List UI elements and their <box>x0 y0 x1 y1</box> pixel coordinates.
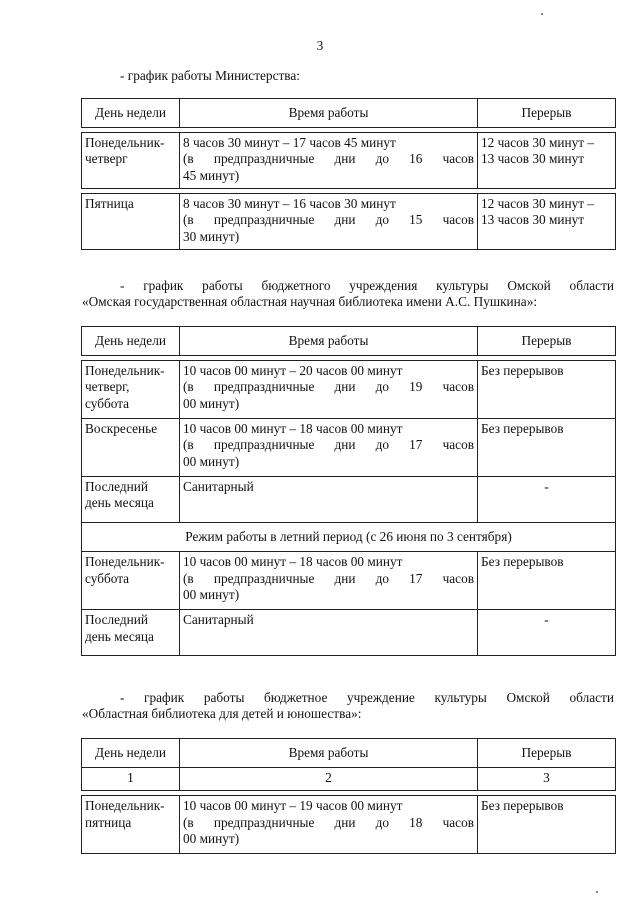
cell-break: - <box>478 610 616 656</box>
table-header-row <box>82 99 616 128</box>
scan-speck-top <box>541 13 543 15</box>
cell-break: 12 часов 30 минут – 13 часов 30 минут <box>478 133 616 189</box>
table-row <box>82 133 616 189</box>
table-row <box>82 419 616 477</box>
table-row <box>82 477 616 523</box>
children-library-schedule-table <box>81 738 616 854</box>
cell-time: 10 часов 00 минут – 18 часов 00 минут (в предпраздничные дни до 17 часов 00 минут) <box>180 552 478 610</box>
section3-intro: - график работы бюджетное учреждение культуры Омской области «Областная библиотека для детей и юношества»: <box>82 690 614 722</box>
header-time: Время работы <box>180 739 478 768</box>
header-break: Перерыв <box>478 99 616 128</box>
header-day: День недели <box>82 99 180 128</box>
header-time: Время работы <box>180 99 478 128</box>
cell-day: Последний день месяца <box>82 610 180 656</box>
header-break: Перерыв <box>478 739 616 768</box>
table-row <box>82 610 616 656</box>
cell-day: Пятница <box>82 194 180 250</box>
cell-day: Понедельник- четверг, суббота <box>82 361 180 419</box>
cell-day: Понедельник- суббота <box>82 552 180 610</box>
cell-break: Без перерывов <box>478 419 616 477</box>
cell-time: Санитарный <box>180 477 478 523</box>
table-row <box>82 361 616 419</box>
header-day: День недели <box>82 327 180 356</box>
table-row <box>82 796 616 854</box>
page-number: 3 <box>316 38 324 53</box>
section2-intro: - график работы бюджетного учреждения культуры Омской области «Омская государственная областная научная библиотека имени А.С. Пушкина»: <box>82 278 614 310</box>
cell-day: Понедельник- пятница <box>82 796 180 854</box>
ministry-schedule-table <box>81 98 616 250</box>
table-header-row <box>82 327 616 356</box>
cell-break: Без перерывов <box>478 552 616 610</box>
cell-day: Понедельник- четверг <box>82 133 180 189</box>
cell-break: - <box>478 477 616 523</box>
cell-break: 12 часов 30 минут – 13 часов 30 минут <box>478 194 616 250</box>
header-time: Время работы <box>180 327 478 356</box>
table-row <box>82 194 616 250</box>
cell-time: 8 часов 30 минут – 17 часов 45 минут (в предпраздничные дни до 16 часов 45 минут) <box>180 133 478 189</box>
summer-header-row <box>82 523 616 552</box>
section1-intro: - график работы Министерства: <box>120 68 300 83</box>
cell-time: 10 часов 00 минут – 19 часов 00 минут (в предпраздничные дни до 18 часов 00 минут) <box>180 796 478 854</box>
cell-day: Последний день месяца <box>82 477 180 523</box>
header-break: Перерыв <box>478 327 616 356</box>
column-number: 3 <box>478 768 616 791</box>
table-row <box>82 552 616 610</box>
column-number: 2 <box>180 768 478 791</box>
column-number: 1 <box>82 768 180 791</box>
cell-time: 8 часов 30 минут – 16 часов 30 минут (в предпраздничные дни до 15 часов 30 минут) <box>180 194 478 250</box>
summer-period-header: Режим работы в летний период (с 26 июня по 3 сентября) <box>82 523 616 552</box>
table-header-row <box>82 739 616 768</box>
cell-break: Без перерывов <box>478 361 616 419</box>
cell-break: Без перерывов <box>478 796 616 854</box>
cell-day: Воскресенье <box>82 419 180 477</box>
scan-speck-bottom <box>596 891 598 893</box>
column-number-row <box>82 768 616 791</box>
cell-time: 10 часов 00 минут – 18 часов 00 минут (в предпраздничные дни до 17 часов 00 минут) <box>180 419 478 477</box>
pushkin-library-schedule-table <box>81 326 616 656</box>
cell-time: Санитарный <box>180 610 478 656</box>
cell-time: 10 часов 00 минут – 20 часов 00 минут (в предпраздничные дни до 19 часов 00 минут) <box>180 361 478 419</box>
header-day: День недели <box>82 739 180 768</box>
